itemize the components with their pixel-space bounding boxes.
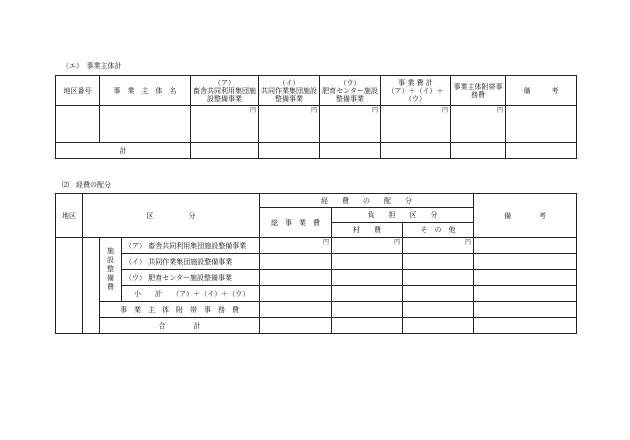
total-label: 計 (56, 143, 191, 159)
table-row (56, 286, 577, 302)
admin-village-cost[interactable] (332, 302, 403, 318)
row-a-village-cost[interactable] (332, 238, 403, 254)
admin-cost-label: 事 業 主 体 附 帯 事 務 費 (100, 302, 260, 318)
row-i-label (122, 254, 260, 270)
yen-unit: 円 (323, 239, 330, 246)
expense-allocation-header: 経 費 の 配 分 (260, 194, 474, 208)
burden-category-header: 負 担 区 分 (332, 208, 474, 223)
total-project-cost-header: 総 事 業 費 (260, 208, 332, 238)
row-i-other[interactable] (403, 254, 474, 270)
table1-header-row (56, 76, 577, 106)
grand-other[interactable] (403, 318, 474, 334)
remarks-total-cell[interactable] (506, 143, 577, 159)
subtotal-remarks[interactable] (474, 286, 577, 302)
spacer-cell (83, 238, 100, 334)
category-header: 区 分 (83, 194, 260, 238)
table-row (56, 254, 577, 270)
expense-allocation-table (55, 193, 577, 334)
row-u-other[interactable] (403, 270, 474, 286)
yen-unit: 円 (441, 107, 448, 114)
remarks-cell[interactable] (506, 106, 577, 143)
yen-unit: 円 (310, 107, 317, 114)
col-u-header (320, 76, 381, 106)
row-u-village-cost[interactable] (332, 270, 403, 286)
project-total-header (381, 76, 451, 106)
row-i-village-cost[interactable] (332, 254, 403, 270)
col-a-mark: （ア） (214, 78, 235, 87)
subtotal-total-cost[interactable] (260, 286, 332, 302)
col-i-cell[interactable] (259, 106, 320, 143)
district-number-header: 地区番号 (56, 76, 100, 106)
facility-group-text: 施設整備費 (106, 247, 115, 292)
section1-title: （エ） 事業主体計 (62, 62, 122, 70)
admin-cost-header: 事業主体附帯事務費 (451, 76, 506, 106)
col-i-header (259, 76, 320, 106)
row-u-remarks[interactable] (474, 270, 577, 286)
row-a-label (122, 238, 260, 254)
row-a-total-cost[interactable] (260, 238, 332, 254)
project-total-cell[interactable] (381, 106, 451, 143)
project-total-label: 事 業 費 計 (398, 78, 433, 87)
grand-total-cost[interactable] (260, 318, 332, 334)
project-total-formula: （ア）＋（イ）＋（ウ） (387, 86, 444, 103)
yen-unit: 円 (249, 107, 256, 114)
grand-total-label: 合 計 (100, 318, 260, 334)
col-i-label: 共同作業集団施設整備事業 (261, 86, 317, 103)
yen-unit: 円 (496, 107, 503, 114)
col-u-cell[interactable] (320, 106, 381, 143)
yen-unit: 円 (465, 239, 472, 246)
yen-unit: 円 (371, 107, 378, 114)
facility-group-label (100, 238, 122, 302)
admin-other[interactable] (403, 302, 474, 318)
subtotal-label: 小 計 (134, 289, 162, 298)
remarks-header: 備 考 (506, 76, 577, 106)
table-row (56, 302, 577, 318)
col-a-label: 畜舎共同利用集団施設整備事業 (193, 86, 256, 103)
district-number-cell[interactable] (56, 106, 100, 143)
subtotal-label-cell (122, 286, 260, 302)
entity-name-header: 事 業 主 体 名 (100, 76, 191, 106)
project-total-total-cell[interactable] (381, 143, 451, 159)
subtotal-village-cost[interactable] (332, 286, 403, 302)
table1-total-row (56, 143, 577, 159)
col-u-mark: （ウ） (339, 78, 361, 87)
row-i-remarks[interactable] (474, 254, 577, 270)
grand-remarks[interactable] (474, 318, 577, 334)
admin-cost-total-cell[interactable] (451, 143, 506, 159)
village-cost-header: 村 費 (332, 223, 403, 238)
col-a-header (191, 76, 259, 106)
col-a-cell[interactable] (191, 106, 259, 143)
row-i-text: 共同作業集団施設整備事業 (148, 257, 233, 266)
entity-name-cell[interactable] (100, 106, 191, 143)
admin-cost-cell[interactable] (451, 106, 506, 143)
row-u-label (122, 270, 260, 286)
yen-unit: 円 (394, 239, 401, 246)
table-row (56, 238, 577, 254)
admin-total-cost[interactable] (260, 302, 332, 318)
district-cell[interactable] (56, 238, 83, 334)
row-a-mark: （ア） (125, 241, 146, 250)
business-entity-total-table (55, 75, 577, 159)
section2-title: ⑵ 経費の配分 (62, 181, 111, 189)
col-a-total-cell[interactable] (191, 143, 259, 159)
table1-data-row (56, 106, 577, 143)
other-header: そ の 他 (403, 223, 474, 238)
row-a-remarks[interactable] (474, 238, 577, 254)
col-i-total-cell[interactable] (259, 143, 320, 159)
admin-remarks[interactable] (474, 302, 577, 318)
row-u-text: 肥育センター施設整備事業 (148, 273, 232, 282)
row-a-other[interactable] (403, 238, 474, 254)
grand-village-cost[interactable] (332, 318, 403, 334)
row-a-text: 畜舎共同利用集団施設整備事業 (148, 241, 247, 250)
remarks-header-2: 備 考 (474, 194, 577, 238)
col-i-mark: （イ） (278, 78, 300, 87)
table2-header-row-1 (56, 194, 577, 208)
row-u-total-cost[interactable] (260, 270, 332, 286)
col-u-label: 肥育センター施設整備事業 (322, 86, 378, 103)
subtotal-other[interactable] (403, 286, 474, 302)
col-u-total-cell[interactable] (320, 143, 381, 159)
row-i-mark: （イ） (125, 257, 146, 266)
district-header: 地区 (56, 194, 83, 238)
row-i-total-cost[interactable] (260, 254, 332, 270)
table-row (56, 270, 577, 286)
row-u-mark: （ウ） (125, 273, 146, 282)
table-row (56, 318, 577, 334)
subtotal-formula: （ア）＋（イ）＋（ウ） (172, 289, 250, 298)
